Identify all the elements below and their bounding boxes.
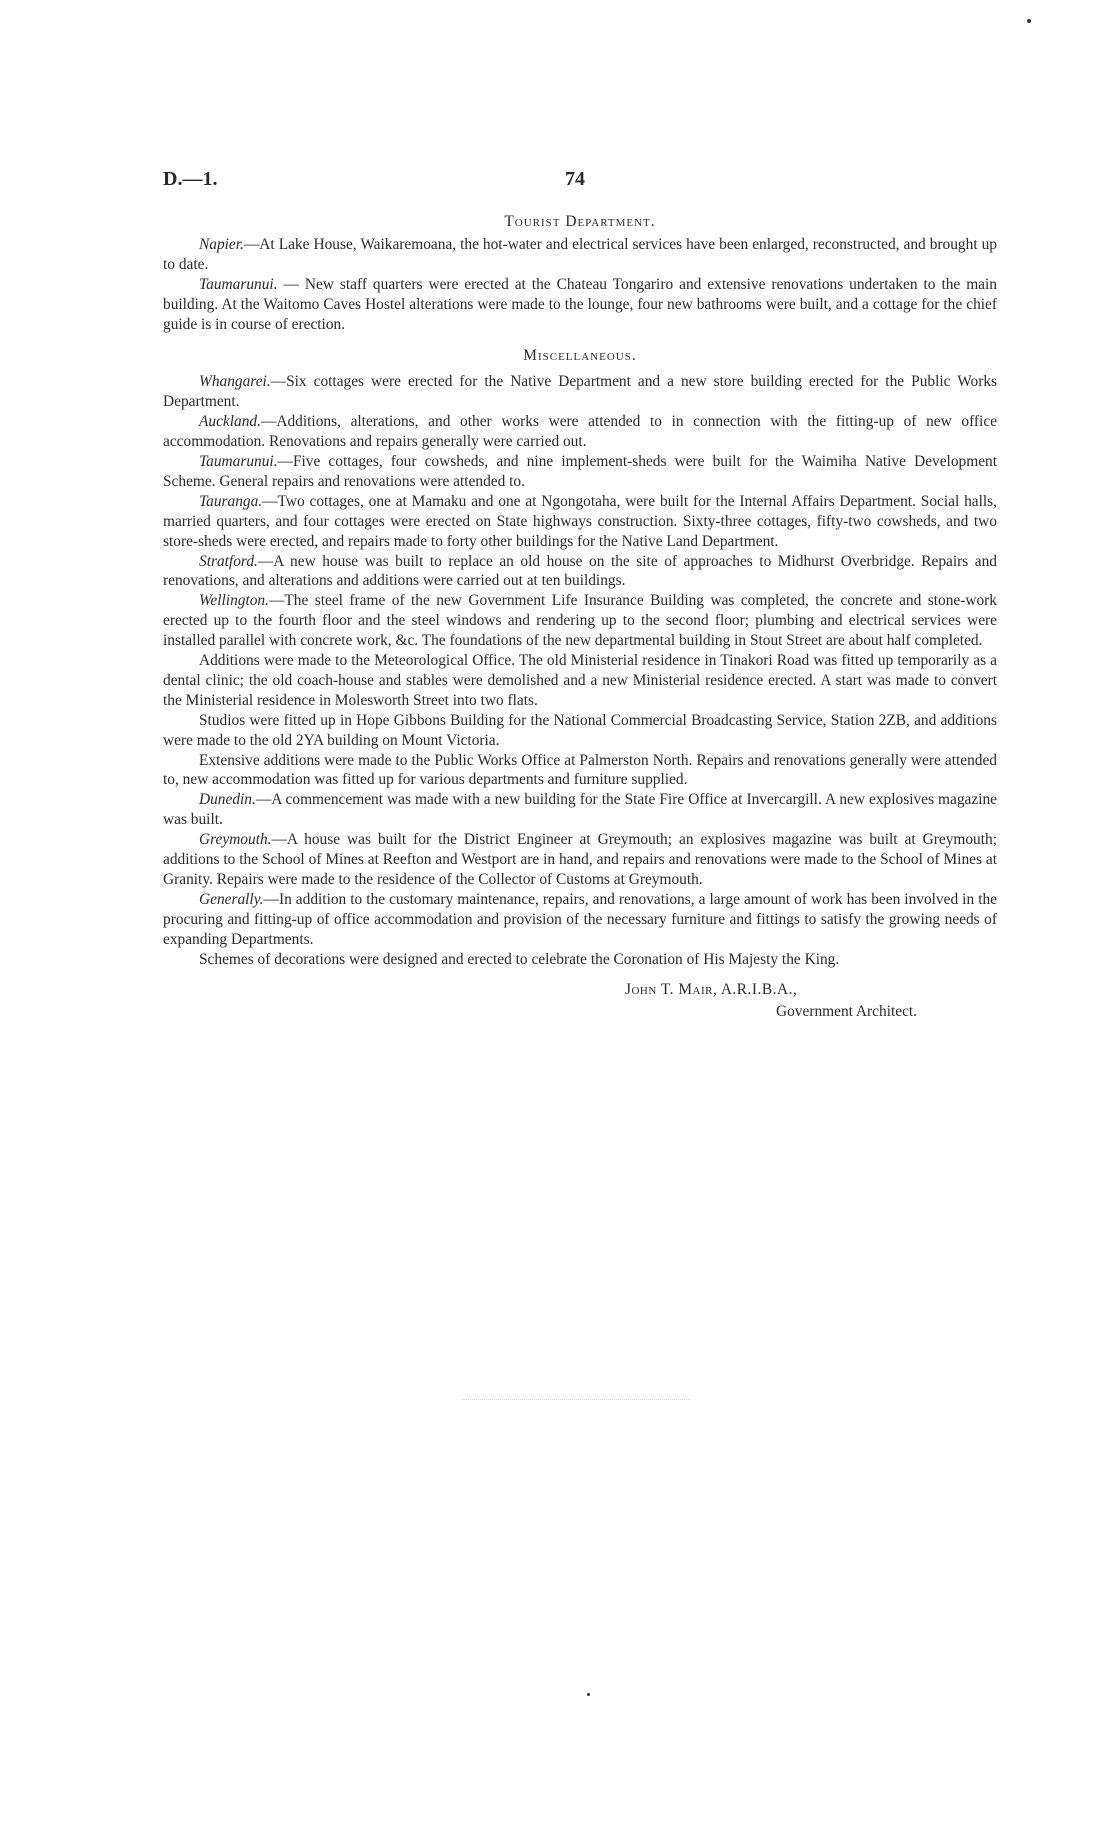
corner-mark [1027,19,1031,23]
paragraph [163,372,997,412]
paragraph-text: —Five cottages, four cowsheds, and nine implement-sheds were built for the Waimiha Native Development Scheme. General repairs and renovations were attended to. [163,452,997,490]
paragraph-text: —A new house was built to replace an old house on the site of approaches to Midhurst Overbridge. Repairs and renovations, and alterations and additions were carried out at ten buildings. [163,552,997,590]
paragraph-text: Additions were made to the Meteorological Office. The old Ministerial residence in Tinakori Road was fitted up temporarily as a dental clinic; the old coach-house and stables were demolished and a new Ministerial residence erected. A start was made to convert the Ministerial residence in Molesworth Street into two flats. [163,652,997,709]
place-name: Auckland. [199,413,261,431]
tourist-section [163,235,997,335]
paragraph [163,591,997,651]
bottom-mark [587,1693,590,1696]
paragraph [163,950,997,970]
page-number: 74 [565,168,585,190]
signatory-name: John T. Mair, A.R.I.B.A., [625,980,798,998]
paragraph-text: Schemes of decorations were designed and erected to celebrate the Coronation of His Majesty the King. [199,950,840,968]
paragraph-text: —A commencement was made with a new building for the State Fire Office at Invercargill. A new explosives magazine was built. [163,791,997,829]
paragraph-text: Studios were fitted up in Hope Gibbons Building for the National Commercial Broadcasting Service, Station 2ZB, and additions were made to the old 2YA building on Mount Victoria. [163,711,997,749]
paragraph-text: Extensive additions were made to the Public Works Office at Palmerston North. Repairs and renovations generally were attended to, new accommodation was fitted up for various departments and furniture supplied. [163,751,997,789]
paragraph [163,651,997,711]
page-header [160,168,954,192]
place-name: Taumarunui. [199,452,278,470]
paragraph [163,751,997,791]
paragraph [163,275,997,335]
paragraph [163,235,997,275]
place-name: Taumarunui. [199,275,278,293]
paragraph [163,552,997,592]
paragraph [163,711,997,751]
paragraph-text: —The steel frame of the new Government Life Insurance Building was completed, the concrete and stone-work erected up to the fourth floor and the steel windows and rendering up to the second floor; plumbing and electrical services were installed parallel with concrete work, &c. The foundations of the new departmental building in Stout Street are about half completed. [163,592,997,650]
place-name: Whangarei. [199,373,271,391]
paragraph-text: —A house was built for the District Engineer at Greymouth; an explosives magazine was built at Greymouth; additions to the School of Mines at Reefton and Westport are in hand, and repairs and renovations were made to the School of Mines at Granity. Repairs were made to the residence of the Collector of Customs at Greymouth. [163,831,997,888]
place-name: Tauranga. [199,492,263,510]
miscellaneous-section [163,372,997,969]
page-content [163,212,997,1024]
place-name: Stratford. [199,552,258,570]
paragraph [163,492,997,552]
paragraph-text: —At Lake House, Waikaremoana, the hot-water and electrical services have been enlarged, reconstructed, and brought up to date. [163,235,997,273]
paragraph-text: —In addition to the customary maintenance, repairs, and renovations, a large amount of work has been involved in the procuring and fitting-up of office accommodation and provision of the necessary furniture and fittings to satisfy the growing needs of expanding Departments. [163,890,997,948]
paragraph [163,412,997,452]
place-name: Greymouth. [199,831,272,849]
paragraph [163,452,997,492]
paragraph-text: —Two cottages, one at Mamaku and one at Ngongotaha, were built for the Internal Affairs Department. Social halls, married quarters, and four cottages were erected on State highways construction. Sixty-three cottages, fifty-two cowsheds, and two store-sheds were erected, and repairs made to forty other buildings for the Native Land Department. [163,492,997,550]
paragraph-text: — New staff quarters were erected at the Chateau Tongariro and extensive renovations undertaken to the main building. At the Waitomo Caves Hostel alterations were made to the lounge, four new bathrooms were built, and a cottage for the chief guide is in course of erection. [163,275,997,333]
place-name: Generally. [199,890,264,908]
paragraph-text: —Additions, alterations, and other works were attended to in connection with the fitting-up of new office accommodation. Renovations and repairs generally were carried out. [163,413,997,451]
paragraph [163,790,997,830]
faint-rule [463,1399,689,1400]
section-heading-miscellaneous: Miscellaneous. [523,347,637,365]
place-name: Dunedin. [199,791,256,809]
section-heading-tourist: Tourist Department. [504,213,656,230]
signatory-title: Government Architect. [776,1002,918,1020]
signature-block [163,980,997,1024]
document-reference: D.—1. [163,168,218,190]
paragraph [163,890,997,950]
place-name: Wellington. [199,592,269,610]
paragraph-text: —Six cottages were erected for the Native Department and a new store building erected for the Public Works Department. [163,373,997,411]
paragraph [163,830,997,890]
place-name: Napier. [199,235,244,253]
